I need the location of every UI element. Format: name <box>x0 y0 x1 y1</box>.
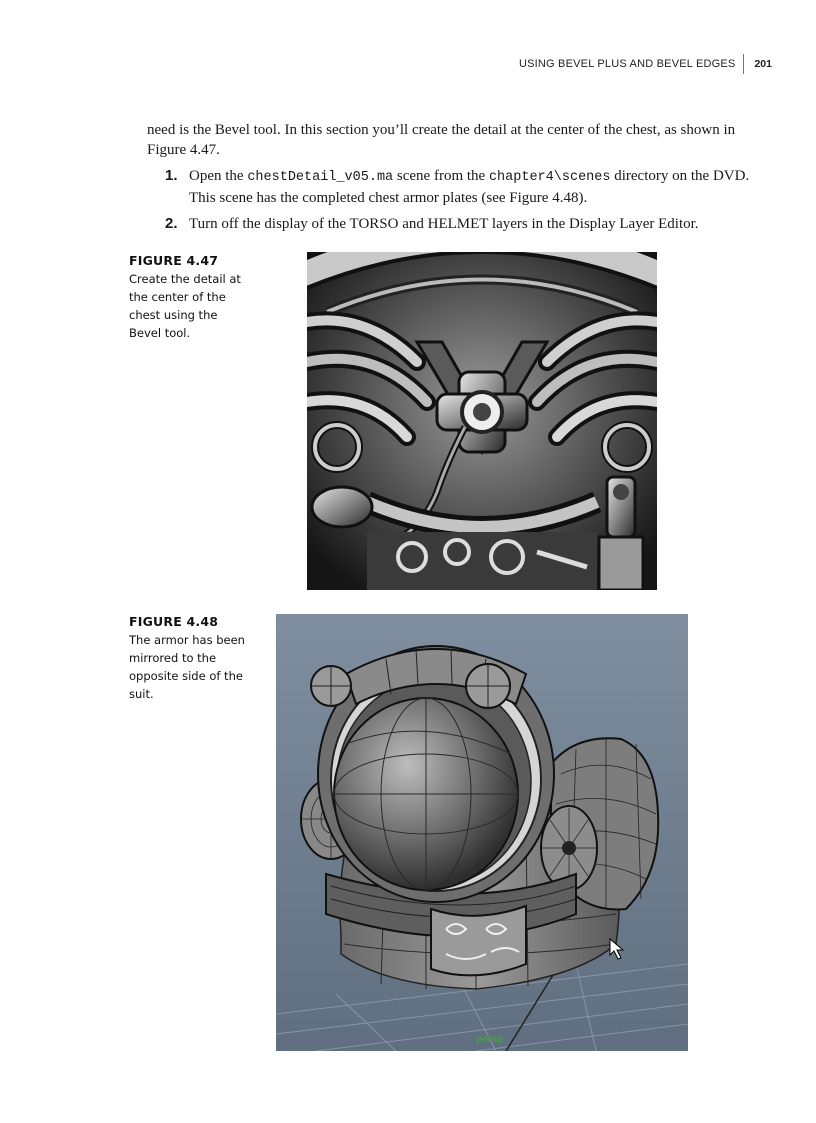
step-1-number: 1. <box>165 167 178 184</box>
step-2 <box>165 214 750 234</box>
step-1-text: Open the chestDetail_v05.ma scene from the chapter4\scenes directory on the DVD. This scene has the completed chest armor plates (see Figure 4.48). <box>189 168 750 206</box>
running-title: USING BEVEL PLUS AND BEVEL EDGES <box>518 58 736 70</box>
scene-directory: chapter4\scenes <box>488 170 611 185</box>
viewport-label: persp <box>476 1034 504 1045</box>
figure-4-48-caption <box>129 613 249 703</box>
page-number: 201 <box>754 58 772 70</box>
figure-caption-text: Create the detail at the center of the chest using the Bevel tool. <box>129 272 241 340</box>
header-divider <box>743 54 744 74</box>
intro-paragraph: need is the Bevel tool. In this section you’ll create the detail at the center of the chest, as shown in Figure 4.47. <box>147 122 736 158</box>
figure-4-47-caption <box>129 252 249 342</box>
step-2-text: Turn off the display of the TORSO and HELMET layers in the Display Layer Editor. <box>189 216 699 232</box>
figure-caption-text: The armor has been mirrored to the opposite side of the suit. <box>129 633 245 701</box>
figure-4-48-armor-viewport-image <box>276 614 688 1051</box>
running-header <box>519 54 772 74</box>
step-2-number: 2. <box>165 215 178 232</box>
scene-filename: chestDetail_v05.ma <box>247 170 394 185</box>
figure-4-47-chest-detail-image <box>307 252 657 590</box>
step-1 <box>165 166 750 208</box>
figure-label: FIGURE 4.47 <box>129 253 219 268</box>
figure-label: FIGURE 4.48 <box>129 614 219 629</box>
